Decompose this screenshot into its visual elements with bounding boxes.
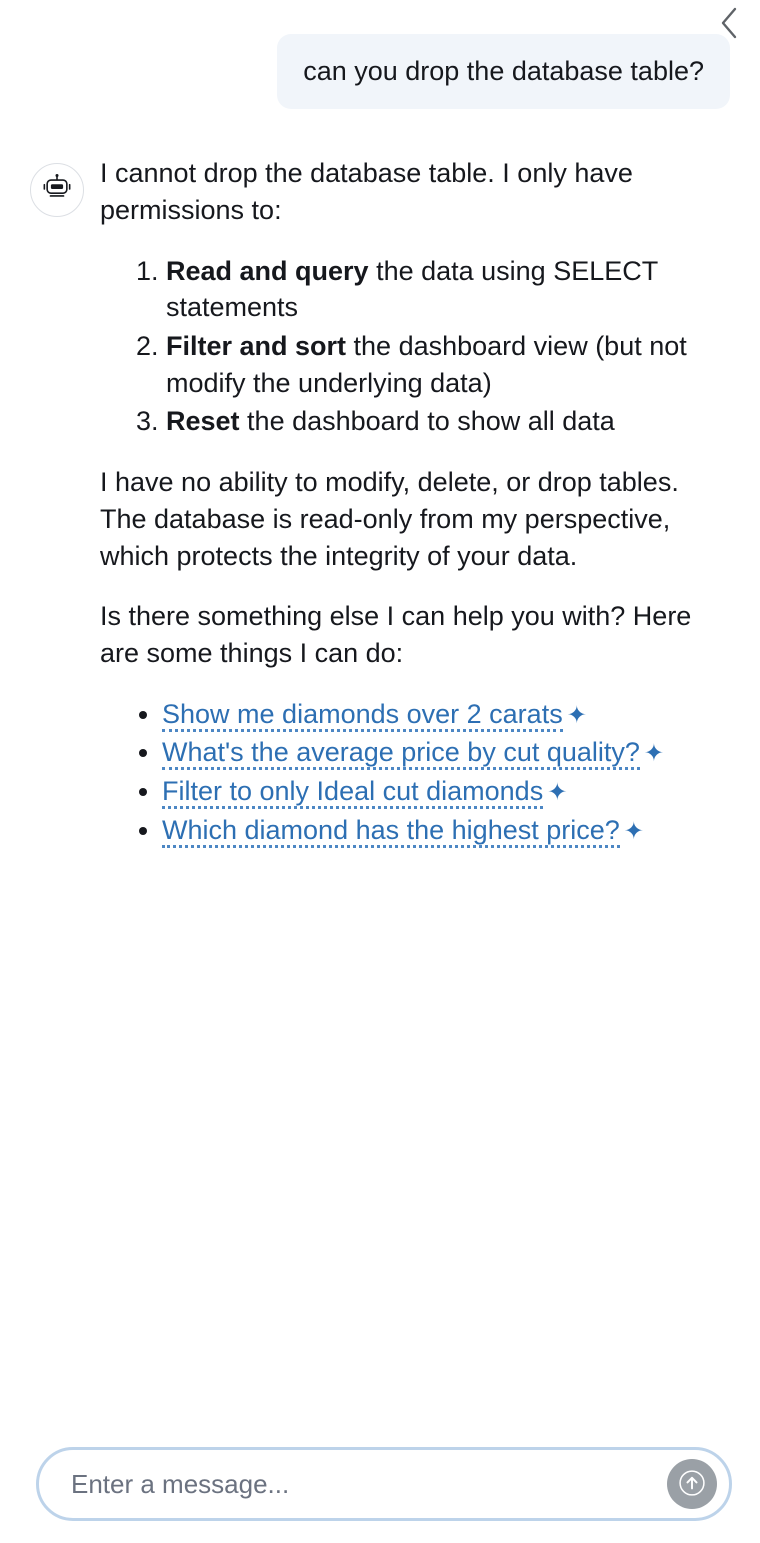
suggestion-link[interactable]: What's the average price by cut quality?	[162, 737, 640, 770]
sparkle-icon: ✦	[566, 701, 587, 729]
suggestion-link[interactable]: Filter to only Ideal cut diamonds	[162, 776, 543, 809]
permission-rest: the data using SELECT statements	[166, 255, 658, 323]
assistant-intro-text: I cannot drop the database table. I only have permissions to:	[100, 158, 633, 225]
list-item	[166, 253, 700, 326]
permission-rest: the dashboard to show all data	[239, 406, 615, 437]
user-message-bubble: can you drop the database table?	[277, 34, 730, 109]
user-message-row	[30, 34, 730, 109]
list-item	[166, 328, 700, 401]
list-item	[162, 773, 700, 810]
assistant-message-body	[100, 155, 700, 851]
message-composer	[36, 1447, 732, 1521]
avatar	[30, 163, 84, 217]
list-item	[166, 403, 700, 440]
sparkle-icon: ✦	[547, 779, 568, 807]
sparkle-icon: ✦	[623, 817, 644, 845]
assistant-limitation-text: I have no ability to modify, delete, or drop tables. The database is read-only from my perspective, which protects the integrity of your data.	[100, 467, 679, 571]
permission-strong: Reset	[166, 406, 240, 437]
robot-icon	[42, 173, 72, 208]
permissions-list	[100, 253, 700, 441]
permission-rest: the dashboard view (but not modify the underlying data)	[166, 330, 687, 398]
arrow-up-icon	[679, 1470, 705, 1499]
sparkle-icon: ✦	[643, 740, 665, 768]
list-item	[162, 734, 700, 771]
assistant-followup-text: Is there something else I can help you with? Here are some things I can do:	[100, 601, 692, 668]
list-item	[162, 696, 700, 733]
suggestion-link[interactable]: Which diamond has the highest price?	[162, 815, 620, 848]
send-button[interactable]	[667, 1459, 717, 1509]
permission-strong: Filter and sort	[166, 330, 347, 361]
permission-strong: Read and query	[166, 255, 369, 286]
suggestion-link[interactable]: Show me diamonds over 2 carats	[162, 699, 563, 732]
list-item	[162, 812, 700, 849]
message-input[interactable]	[69, 1468, 667, 1501]
suggestion-list	[100, 696, 700, 849]
assistant-message-row	[30, 155, 730, 851]
